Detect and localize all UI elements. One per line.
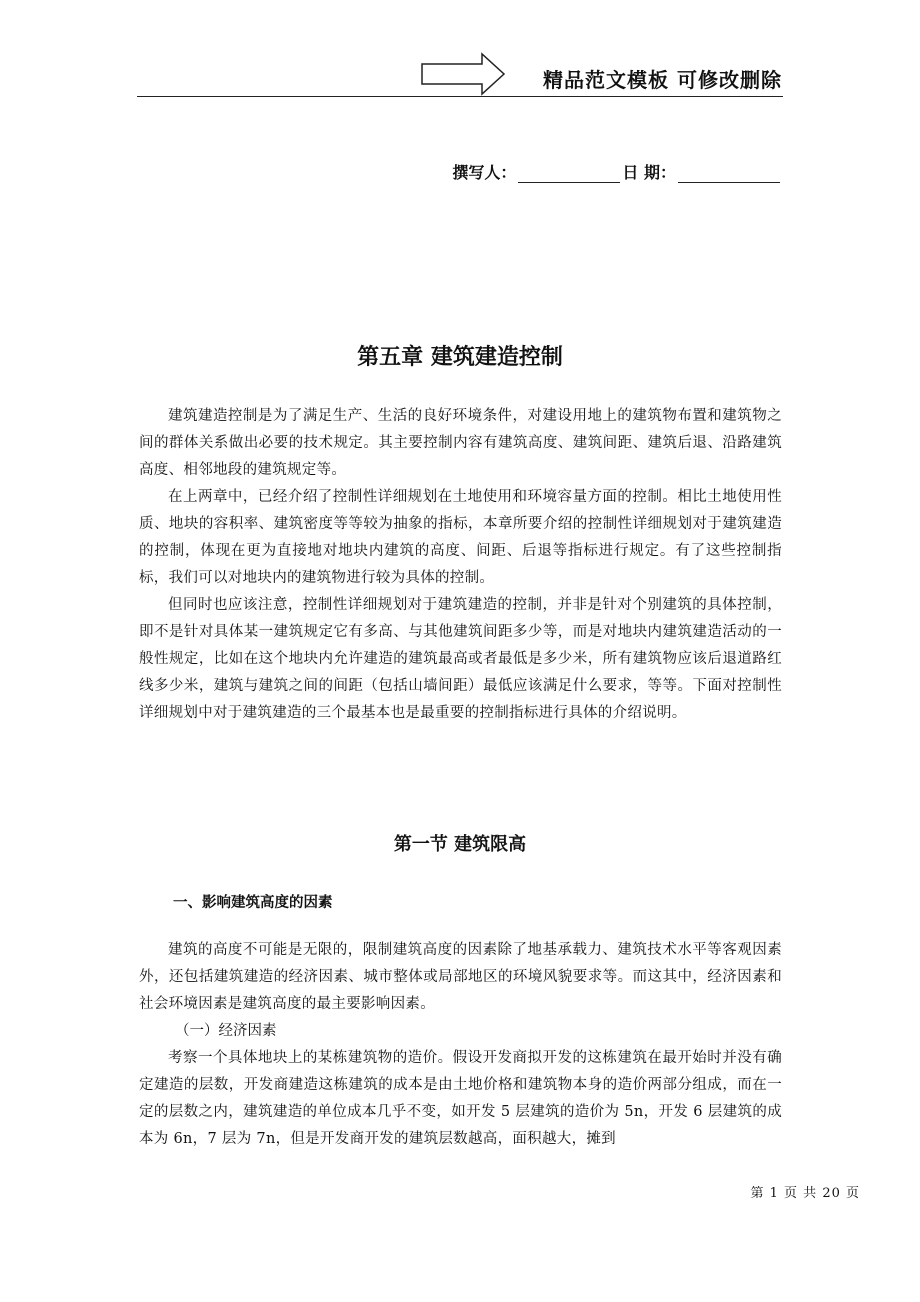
section-body — [139, 937, 782, 1153]
signature-row — [452, 160, 782, 183]
date-label: 日 期： — [622, 163, 676, 182]
section-title: 第一节 建筑限高 — [393, 834, 527, 855]
header-divider — [137, 96, 783, 97]
subheading: （一）经济因素 — [175, 1023, 277, 1039]
section-heading: 一、影响建筑高度的因素 — [173, 895, 333, 911]
paragraph: 建筑建造控制是为了满足生产、生活的良好环境条件，对建设用地上的建筑物布置和建筑物之间的群体关系做出必要的技术规定。其主要控制内容有建筑高度、建筑间距、建筑后退、沿路建筑高度、相邻地段的建筑规定等。 — [139, 408, 782, 478]
header-banner: 精品范文模板 可修改删除 — [543, 68, 782, 92]
author-blank — [518, 164, 620, 183]
arrow-icon — [420, 52, 506, 96]
author-label: 撰写人： — [452, 163, 517, 182]
paragraph: 在上两章中，已经介绍了控制性详细规划在土地使用和环境容量方面的控制。相比土地使用性质、地块的容积率、建筑密度等等较为抽象的指标，本章所要介绍的控制性详细规划对于建筑建造的控制，体现在更为直接地对地块内建筑的高度、间距、后退等指标进行规定。有了这些控制指标，我们可以对地块内的建筑物进行较为具体的控制。 — [139, 489, 782, 586]
paragraph: 建筑的高度不可能是无限的，限制建筑高度的因素除了地基承载力、建筑技术水平等客观因素外，还包括建筑建造的经济因素、城市整体或局部地区的环境风貌要求等。而这其中，经济因素和社会环境因素是建筑高度的最主要影响因素。 — [139, 942, 782, 1012]
paragraph: 但同时也应该注意，控制性详细规划对于建筑建造的控制，并非是针对个别建筑的具体控制，即不是针对具体某一建筑规定它有多高、与其他建筑间距多少等，而是对地块内建筑建造活动的一般性规定，比如在这个地块内允许建造的建筑最高或者最低是多少米，所有建筑物应该后退道路红线多少米，建筑与建筑之间的间距（包括山墙间距）最低应该满足什么要求，等等。下面对控制性详细规划中对于建筑建造的三个最基本也是最重要的控制指标进行具体的介绍说明。 — [139, 597, 782, 721]
date-blank — [678, 164, 780, 183]
chapter-title: 第五章 建筑建造控制 — [357, 345, 563, 370]
paragraph: 考察一个具体地块上的某栋建筑物的造价。假设开发商拟开发的这栋建筑在最开始时并没有确定建造的层数，开发商建造这栋建筑的成本是由土地价格和建筑物本身的造价两部分组成，而在一定的层数之内，建筑建造的单位成本几乎不变，如开发 5 层建筑的造价为 5n，开发 6 层建筑的成本为 6n，7 层为 7n，但是开发商开发的建筑层数越高，面积越大，摊到 — [139, 1050, 782, 1147]
chapter-body — [139, 403, 782, 727]
page-number: 第 1 页 共 20 页 — [750, 1186, 860, 1201]
